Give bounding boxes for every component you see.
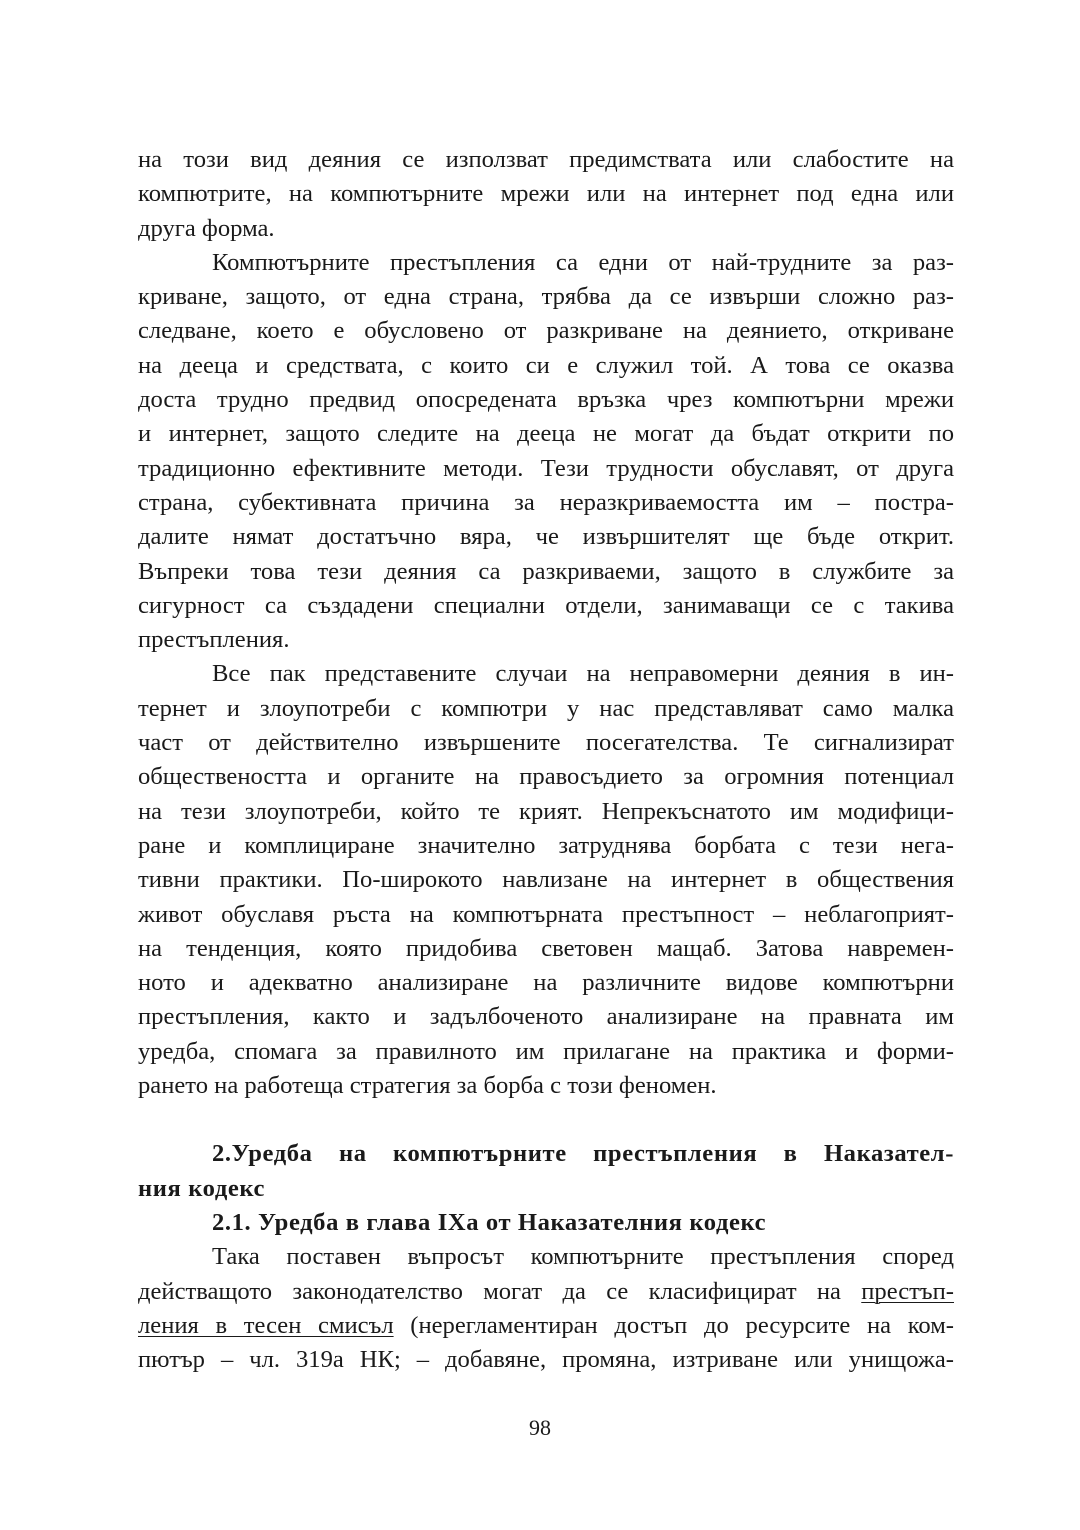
text-line: на тенденция, която придобива световен мащаб. Затова навремен-	[138, 934, 954, 962]
underlined-term: престъп-	[861, 1277, 954, 1305]
text-line: ране и комплициране значително затруднява борбата с тези нега-	[138, 831, 954, 859]
text-span: (нерегламентиран достъп до ресурсите на ком-	[393, 1311, 954, 1339]
text-line: част от действително извършените посегателства. Те сигнализират	[138, 729, 954, 757]
text-line: далите нямат достатъчно вяра, че извършителят ще бъде открит.	[138, 523, 954, 551]
text-line: следване, което е обусловено от разкриване на деянието, откриване	[138, 317, 954, 345]
text-line: на дееца и средствата, с които си е служил той. А това се оказва	[138, 351, 954, 379]
text-line: традиционно ефективните методи. Тези трудности обуславят, от друга	[138, 454, 954, 482]
section-heading-line: 2.Уредба на компютърните престъпления в Наказател-	[212, 1140, 954, 1168]
text-line	[138, 1309, 954, 1343]
text-line: сигурност са създадени специални отдели, занимаващи се с такива	[138, 591, 954, 619]
section-heading-line: ния кодекс	[138, 1174, 266, 1202]
text-line: Въпреки това тези деяния са разкриваеми, защото в службите за	[138, 557, 954, 585]
section-heading	[138, 1137, 954, 1206]
text-line: ното и адекватно анализиране на различните видове компютърни	[138, 969, 954, 997]
text-line: криване, защото, от една страна, трябва да се извърши сложно раз-	[138, 283, 954, 311]
text-line: тивни практики. По-широкото навлизане на интернет в обществения	[138, 866, 954, 894]
text-line: пютър – чл. 319а НК; – добавяне, промяна, изтриване или унищожа-	[138, 1346, 954, 1374]
text-line: рането на работеща стратегия за борба с този феномен.	[138, 1072, 717, 1100]
text-line: Компютърните престъпления са едни от най-трудните за раз-	[212, 248, 954, 276]
text-line: обществеността и органите на правосъдието за огромния потенциал	[138, 763, 954, 791]
text-line: престъпления.	[138, 626, 290, 654]
text-line: Все пак представените случаи на неправомерни деяния в ин-	[212, 660, 954, 688]
paragraph-classification	[138, 1240, 954, 1377]
text-line: Така поставен въпросът компютърните престъпления според	[212, 1243, 954, 1271]
paragraph-detection-difficulty	[138, 246, 954, 658]
subsection-heading	[138, 1206, 954, 1240]
text-line: живот обуславя ръста на компютърната престъпност – неблагоприят-	[138, 900, 954, 928]
paragraph-abuse-cases	[138, 657, 954, 1103]
page-body	[138, 143, 954, 1377]
text-line: тернет и злоупотреби с компютри у нас представляват само малка	[138, 694, 954, 722]
section-spacer	[138, 1103, 954, 1137]
text-line: компютрите, на компютърните мрежи или на интернет под една или	[138, 180, 954, 208]
text-line: друга форма.	[138, 214, 275, 242]
text-line: уредба, спомага за правилното им прилагане на практика и форми-	[138, 1037, 954, 1065]
underlined-term: ления в тесен смисъл	[138, 1311, 394, 1339]
paragraph-continuation	[138, 143, 954, 246]
text-line: на този вид деяния се използват предимствата или слабостите на	[138, 146, 954, 173]
text-line: престъпления, както и задълбоченото анализиране на правната им	[138, 1003, 954, 1031]
text-line: на тези злоупотреби, който те крият. Непрекъснатото им модифици-	[138, 797, 954, 825]
text-line: доста трудно предвид опосредената връзка чрез компютърни мрежи	[138, 386, 954, 414]
text-line: и интернет, защото следите на дееца не могат да бъдат открити по	[138, 420, 954, 448]
page-number: 98	[529, 1415, 551, 1440]
text-line: страна, субективната причина за неразкриваемостта им – постра-	[138, 488, 954, 516]
text-span: действащото законодателство могат да се класифицират на	[138, 1277, 862, 1305]
text-line	[138, 1275, 954, 1309]
subsection-heading-line: 2.1. Уредба в глава IХа от Наказателния кодекс	[212, 1208, 767, 1236]
